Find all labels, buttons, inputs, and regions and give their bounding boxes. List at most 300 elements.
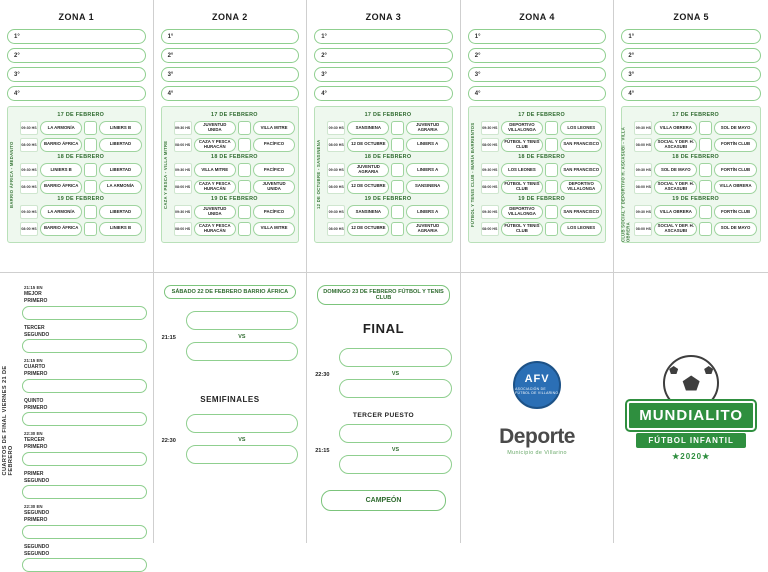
position-label: 2° — [168, 53, 174, 59]
score-box[interactable] — [391, 138, 404, 152]
vs-label: VS — [339, 447, 452, 453]
position-label: 4° — [475, 91, 481, 97]
home-team: DEPORTIVO VILLALONGA — [501, 205, 543, 219]
away-team: LIBERTAD — [99, 205, 141, 219]
match-time: 09:30 HS — [174, 121, 192, 135]
zone-position-row[interactable] — [468, 48, 607, 63]
zone-position-row[interactable] — [621, 86, 761, 101]
away-team: LINIERS A — [406, 138, 448, 152]
away-team: PACÍFICO — [253, 163, 295, 177]
match-row — [20, 180, 142, 194]
deporte-logo-text: Deporte — [499, 425, 575, 449]
seed-line-b: PRIMERO — [24, 371, 147, 377]
semifinal-team-slot[interactable] — [186, 414, 299, 433]
zone-position-row[interactable] — [7, 67, 146, 82]
zone-title: ZONA 3 — [314, 12, 453, 22]
score-box[interactable] — [699, 180, 712, 194]
score-box[interactable] — [238, 121, 251, 135]
away-team: JUVENTUD AGRARIA — [406, 121, 448, 135]
position-label: 1° — [168, 34, 174, 40]
fixture-date: 17 DE FEBRERO — [20, 112, 142, 118]
score-box[interactable] — [238, 205, 251, 219]
qf-result-slot[interactable] — [22, 412, 147, 426]
score-box[interactable] — [391, 222, 404, 236]
seed-line-a: TERCER — [24, 437, 147, 443]
fixture-date: 18 DE FEBRERO — [481, 154, 603, 160]
zone-position-row[interactable] — [468, 86, 607, 101]
home-team: JUVENTUD UNIDA — [194, 205, 236, 219]
zone-position-row[interactable] — [314, 86, 453, 101]
zone-position-row[interactable] — [161, 29, 300, 44]
score-box[interactable] — [545, 222, 558, 236]
score-box[interactable] — [545, 163, 558, 177]
match-time: 09:30 HS — [634, 121, 652, 135]
match-row — [327, 138, 449, 152]
position-label: 3° — [321, 72, 327, 78]
zone-title: ZONA 1 — [7, 12, 146, 22]
match-row — [634, 138, 757, 152]
position-label: 4° — [14, 91, 20, 97]
home-team: VILLA OBRERA — [654, 121, 697, 135]
match-time: 09:30 HS — [174, 163, 192, 177]
match-time: 08:00 HS — [20, 138, 38, 152]
match-time: 08:00 HS — [481, 138, 499, 152]
match-row — [20, 138, 142, 152]
seed-line-a: MEJOR — [24, 291, 147, 297]
municipio-label: Municipio de Villarino — [507, 450, 567, 456]
zone-fixture-block — [314, 106, 453, 243]
position-label: 2° — [321, 53, 327, 59]
away-team: DEPORTIVO VILLALONGA — [560, 180, 602, 194]
home-team: SOCIAL Y DEP. H. ASCASUBI — [654, 180, 697, 194]
qf-result-slot[interactable] — [22, 306, 147, 320]
position-label: 4° — [168, 91, 174, 97]
zone-position-row[interactable] — [621, 67, 761, 82]
zone-title: ZONA 5 — [621, 12, 761, 22]
zone-position-row[interactable] — [161, 86, 300, 101]
match-row — [174, 205, 296, 219]
score-box[interactable] — [238, 163, 251, 177]
zone-card-2 — [154, 0, 308, 272]
fixture-date: 17 DE FEBRERO — [174, 112, 296, 118]
fixture-date: 19 DE FEBRERO — [174, 196, 296, 202]
zone-position-row[interactable] — [468, 29, 607, 44]
score-box[interactable] — [391, 121, 404, 135]
match-row — [634, 163, 757, 177]
zone-fixture-block — [468, 106, 607, 243]
final-team-slot[interactable] — [339, 379, 452, 398]
quarterfinal-pair — [22, 358, 147, 393]
seed-line-b: SEGUNDO — [24, 332, 147, 338]
match-row — [174, 180, 296, 194]
match-row — [481, 163, 603, 177]
away-team: PACÍFICO — [253, 205, 295, 219]
fixture-date: 18 DE FEBRERO — [20, 154, 142, 160]
qf-result-slot[interactable] — [22, 558, 147, 572]
home-team: BARRIO ÁFRICA — [40, 138, 82, 152]
seed-line-b: PRIMERO — [24, 298, 147, 304]
zone-card-5 — [614, 0, 768, 272]
position-label: 3° — [475, 72, 481, 78]
seed-line-b: SEGUNDO — [24, 551, 147, 557]
match-row — [327, 222, 449, 236]
away-team: VILLA OBRERA — [714, 180, 757, 194]
match-row — [327, 121, 449, 135]
position-label: 4° — [628, 91, 634, 97]
fixture-date: 19 DE FEBRERO — [481, 196, 603, 202]
zone-position-row[interactable] — [314, 48, 453, 63]
position-label: 4° — [321, 91, 327, 97]
score-box[interactable] — [238, 138, 251, 152]
match-row — [481, 138, 603, 152]
home-team: CAZA Y PESCA HURACÁN — [194, 138, 236, 152]
score-box[interactable] — [699, 163, 712, 177]
zone-venue-label: FÚTBOL Y TENIS CLUB - MARÍA BARRIENTOS — [468, 107, 477, 242]
zone-position-row[interactable] — [314, 29, 453, 44]
home-team: FÚTBOL Y TENIS CLUB — [501, 180, 543, 194]
third-place-time: 21:15 — [315, 448, 335, 454]
position-label: 3° — [14, 72, 20, 78]
zone-title: ZONA 4 — [468, 12, 607, 22]
finals-header: DOMINGO 23 DE FEBRERO FÚTBOL Y TENIS CLUB — [317, 285, 450, 305]
zone-position-row[interactable] — [468, 67, 607, 82]
quarterfinal-pair — [22, 504, 147, 539]
semifinal-match — [162, 311, 299, 365]
qf-result-slot[interactable] — [22, 452, 147, 466]
quarterfinals-panel — [0, 273, 154, 543]
match-time: 08:00 HS — [174, 180, 192, 194]
away-team: VILLA MITRE — [253, 222, 295, 236]
home-team: LINIERS B — [40, 163, 82, 177]
match-row — [20, 121, 142, 135]
zone-position-row[interactable] — [7, 48, 146, 63]
zones-row — [0, 0, 768, 272]
zone-venue-label: 12 DE OCTUBRE - SANSINENA — [314, 107, 323, 242]
fixture-date: 18 DE FEBRERO — [327, 154, 449, 160]
zone-position-row[interactable] — [314, 67, 453, 82]
event-title: MUNDIALITO — [627, 401, 755, 430]
match-row — [481, 121, 603, 135]
score-box[interactable] — [699, 222, 712, 236]
semifinal-match — [162, 414, 299, 468]
match-time: 08:00 HS — [20, 180, 38, 194]
home-team: CAZA Y PESCA HURACÁN — [194, 180, 236, 194]
seed-line-a: SEGUNDO — [24, 510, 147, 516]
zone-position-row[interactable] — [161, 67, 300, 82]
away-team: SAN FRANCISCO — [560, 138, 602, 152]
match-row — [174, 121, 296, 135]
away-team: PACÍFICO — [253, 138, 295, 152]
seed-line-a: QUINTO — [24, 398, 147, 404]
match-row — [20, 205, 142, 219]
semifinals-panel — [154, 273, 308, 543]
home-team: DEPORTIVO VILLALONGA — [501, 121, 543, 135]
home-team: FÚTBOL Y TENIS CLUB — [501, 138, 543, 152]
home-team: LOS LEONES — [501, 163, 543, 177]
fixture-date: 17 DE FEBRERO — [634, 112, 757, 118]
seed-line-b: PRIMERO — [24, 405, 147, 411]
match-time: 08:00 HS — [481, 180, 499, 194]
match-time: 09:30 HS — [20, 205, 38, 219]
zone-card-4 — [461, 0, 615, 272]
vs-label: VS — [186, 334, 299, 340]
away-team: VILLA MITRE — [253, 121, 295, 135]
match-time: 09:30 HS — [174, 205, 192, 219]
fixture-date: 19 DE FEBRERO — [327, 196, 449, 202]
match-row — [634, 121, 757, 135]
quarterfinal-pair — [22, 431, 147, 466]
match-row — [481, 222, 603, 236]
away-team: LINIERS B — [99, 222, 141, 236]
match-time: 09:30 HS — [634, 163, 652, 177]
home-team: SANSINENA — [347, 121, 389, 135]
score-box[interactable] — [84, 138, 97, 152]
score-box[interactable] — [545, 138, 558, 152]
fixture-date: 17 DE FEBRERO — [481, 112, 603, 118]
away-team: FORTÍN CLUB — [714, 163, 757, 177]
home-team: FÚTBOL Y TENIS CLUB — [501, 222, 543, 236]
fixture-date: 19 DE FEBRERO — [634, 196, 757, 202]
score-box[interactable] — [391, 205, 404, 219]
afv-logo-icon — [513, 361, 561, 409]
home-team: BARRIO ÁFRICA — [40, 180, 82, 194]
score-box[interactable] — [545, 121, 558, 135]
zone-position-row[interactable] — [621, 29, 761, 44]
away-team: JUVENTUD UNIDA — [253, 180, 295, 194]
away-team: FORTÍN CLUB — [714, 205, 757, 219]
zone-position-row[interactable] — [621, 48, 761, 63]
position-label: 3° — [628, 72, 634, 78]
match-time: 08:00 HS — [481, 222, 499, 236]
event-logo-panel — [614, 273, 768, 543]
match-row — [634, 180, 757, 194]
home-team: SOCIAL Y DEP. H. ASCASUBI — [654, 138, 697, 152]
match-row — [634, 205, 757, 219]
score-box[interactable] — [238, 222, 251, 236]
final-team-slot[interactable] — [339, 348, 452, 367]
score-box[interactable] — [84, 205, 97, 219]
seed-line-a: CUARTO — [24, 364, 147, 370]
match-time: 08:00 HS — [327, 180, 345, 194]
match-row — [327, 163, 449, 177]
match-row — [20, 163, 142, 177]
zone-card-1 — [0, 0, 154, 272]
fixture-date: 19 DE FEBRERO — [20, 196, 142, 202]
seed-line-b: SEGUNDO — [24, 478, 147, 484]
home-team: LA ARMONÍA — [40, 121, 82, 135]
away-team: LINIERS A — [406, 205, 448, 219]
score-box[interactable] — [84, 180, 97, 194]
third-team-slot[interactable] — [339, 424, 452, 443]
match-time: 09:30 HS — [481, 121, 499, 135]
seed-line-b: PRIMERO — [24, 444, 147, 450]
match-time: 09:30 HS — [634, 205, 652, 219]
home-team: 12 DE OCTUBRE — [347, 222, 389, 236]
match-time: 09:30 HS — [327, 163, 345, 177]
away-team: SAN FRANCISCO — [560, 163, 602, 177]
final-title: FINAL — [315, 321, 452, 336]
fixture-date: 18 DE FEBRERO — [634, 154, 757, 160]
away-team: LIBERTAD — [99, 163, 141, 177]
seed-line-a: PRIMER — [24, 471, 147, 477]
seed-line-a: TERCER — [24, 325, 147, 331]
finals-panel — [307, 273, 461, 543]
match-row — [174, 138, 296, 152]
vs-label: VS — [339, 371, 452, 377]
quarterfinal-time: 22:30 EN — [24, 504, 147, 509]
zone-venue-label: BARRIO ÁFRICA - MEDANITO — [7, 107, 16, 242]
seed-line-a: SEGUNDO — [24, 544, 147, 550]
quarterfinal-time: 21:15 EN — [24, 358, 147, 363]
match-time: 08:00 HS — [327, 138, 345, 152]
qf-result-slot[interactable] — [22, 379, 147, 393]
zone-fixture-block — [161, 106, 300, 243]
semifinal-time: 22:30 — [162, 438, 182, 444]
vs-label: VS — [186, 437, 299, 443]
match-time: 08:00 HS — [327, 222, 345, 236]
fixture-date: 17 DE FEBRERO — [327, 112, 449, 118]
home-team: SOCIAL Y DEP. H. ASCASUBI — [654, 222, 697, 236]
zone-position-row[interactable] — [161, 48, 300, 63]
match-row — [481, 180, 603, 194]
home-team: VILLA MITRE — [194, 163, 236, 177]
position-label: 2° — [14, 53, 20, 59]
score-box[interactable] — [238, 180, 251, 194]
score-box[interactable] — [84, 163, 97, 177]
match-time: 08:00 HS — [634, 222, 652, 236]
match-row — [20, 222, 142, 236]
score-box[interactable] — [699, 138, 712, 152]
home-team: CAZA Y PESCA HURACÁN — [194, 222, 236, 236]
quarterfinal-pair — [22, 471, 147, 500]
score-box[interactable] — [84, 222, 97, 236]
match-time: 08:00 HS — [634, 138, 652, 152]
quarterfinal-time: 22:30 EN — [24, 431, 147, 436]
match-time: 08:00 HS — [634, 180, 652, 194]
match-row — [327, 180, 449, 194]
match-row — [634, 222, 757, 236]
match-time: 08:00 HS — [20, 222, 38, 236]
away-team: JUVENTUD AGRARIA — [406, 222, 448, 236]
quarterfinal-pair — [22, 398, 147, 427]
final-time: 22:30 — [315, 372, 335, 378]
final-match — [315, 348, 452, 402]
champion-slot[interactable]: CAMPEÓN — [321, 490, 446, 511]
score-box[interactable] — [699, 121, 712, 135]
position-label: 2° — [475, 53, 481, 59]
position-label: 1° — [14, 34, 20, 40]
match-row — [481, 205, 603, 219]
away-team: SAN FRANCISCO — [560, 205, 602, 219]
score-box[interactable] — [391, 163, 404, 177]
match-time: 09:30 HS — [327, 121, 345, 135]
event-subtitle: FÚTBOL INFANTIL — [636, 433, 746, 448]
semifinal-team-slot[interactable] — [186, 342, 299, 361]
away-team: LOS LEONES — [560, 121, 602, 135]
home-team: JUVENTUD UNIDA — [194, 121, 236, 135]
zone-position-row[interactable] — [7, 29, 146, 44]
semifinal-team-slot[interactable] — [186, 445, 299, 464]
score-box[interactable] — [545, 180, 558, 194]
away-team: LINIERS A — [406, 163, 448, 177]
score-box[interactable] — [545, 205, 558, 219]
sponsor-panel — [461, 273, 615, 543]
quarterfinal-pair — [22, 544, 147, 572]
third-place-title: TERCER PUESTO — [315, 412, 452, 419]
match-time: 08:00 HS — [174, 222, 192, 236]
quarterfinal-time: 21:15 EN — [24, 285, 147, 290]
zone-venue-label: CLUB SOCIAL Y DEPORTIVO H. ASCASUBI - VILLA OBRERA — [621, 107, 630, 242]
zone-fixture-block — [7, 106, 146, 243]
match-time: 09:30 HS — [20, 121, 38, 135]
away-team: FORTÍN CLUB — [714, 138, 757, 152]
home-team: SOL DE MAYO — [654, 163, 697, 177]
knockout-row — [0, 273, 768, 543]
home-team: 12 DE OCTUBRE — [347, 138, 389, 152]
afv-logo-subtext: ASOCIACIÓN DE FÚTBOL DE VILLARINO — [515, 387, 559, 395]
match-time: 09:30 HS — [481, 163, 499, 177]
qf-result-slot[interactable] — [22, 525, 147, 539]
position-label: 1° — [321, 34, 327, 40]
semifinal-time: 21:15 — [162, 335, 182, 341]
away-team: LINIERS B — [99, 121, 141, 135]
zone-position-row[interactable] — [7, 86, 146, 101]
away-team: SOL DE MAYO — [714, 121, 757, 135]
position-label: 1° — [628, 34, 634, 40]
event-year: ★2020★ — [672, 452, 710, 461]
match-row — [174, 222, 296, 236]
match-time: 09:30 HS — [481, 205, 499, 219]
home-team: VILLA OBRERA — [654, 205, 697, 219]
quarterfinals-label: CUARTOS DE FINAL VIERNES 21 DE FEBRERO — [2, 341, 14, 476]
qf-result-slot[interactable] — [22, 339, 147, 353]
afv-logo-text: AFV — [525, 374, 550, 385]
match-row — [174, 163, 296, 177]
seed-line-b: PRIMERO — [24, 517, 147, 523]
third-team-slot[interactable] — [339, 455, 452, 474]
zone-fixture-block — [621, 106, 761, 243]
away-team: SANSINENA — [406, 180, 448, 194]
quarterfinal-pair — [22, 325, 147, 354]
home-team: BARRIO ÁFRICA — [40, 222, 82, 236]
away-team: SOL DE MAYO — [714, 222, 757, 236]
match-row — [327, 205, 449, 219]
semifinals-title: SEMIFINALES — [162, 395, 299, 404]
match-time: 09:30 HS — [20, 163, 38, 177]
home-team: 12 DE OCTUBRE — [347, 180, 389, 194]
match-time: 08:00 HS — [174, 138, 192, 152]
zone-card-3 — [307, 0, 461, 272]
zone-title: ZONA 2 — [161, 12, 300, 22]
semifinal-team-slot[interactable] — [186, 311, 299, 330]
qf-result-slot[interactable] — [22, 485, 147, 499]
semifinals-header: SÁBADO 22 DE FEBRERO BARRIO ÁFRICA — [164, 285, 297, 299]
away-team: LIBERTAD — [99, 138, 141, 152]
score-box[interactable] — [84, 121, 97, 135]
third-place-match — [315, 424, 452, 478]
away-team: LOS LEONES — [560, 222, 602, 236]
position-label: 2° — [628, 53, 634, 59]
home-team: LA ARMONÍA — [40, 205, 82, 219]
quarterfinal-pair — [22, 285, 147, 320]
zone-venue-label: CAZA Y PESCA - VILLA MITRE — [161, 107, 170, 242]
position-label: 1° — [475, 34, 481, 40]
score-box[interactable] — [391, 180, 404, 194]
home-team: SANSINENA — [347, 205, 389, 219]
position-label: 3° — [168, 72, 174, 78]
score-box[interactable] — [699, 205, 712, 219]
match-time: 09:30 HS — [327, 205, 345, 219]
